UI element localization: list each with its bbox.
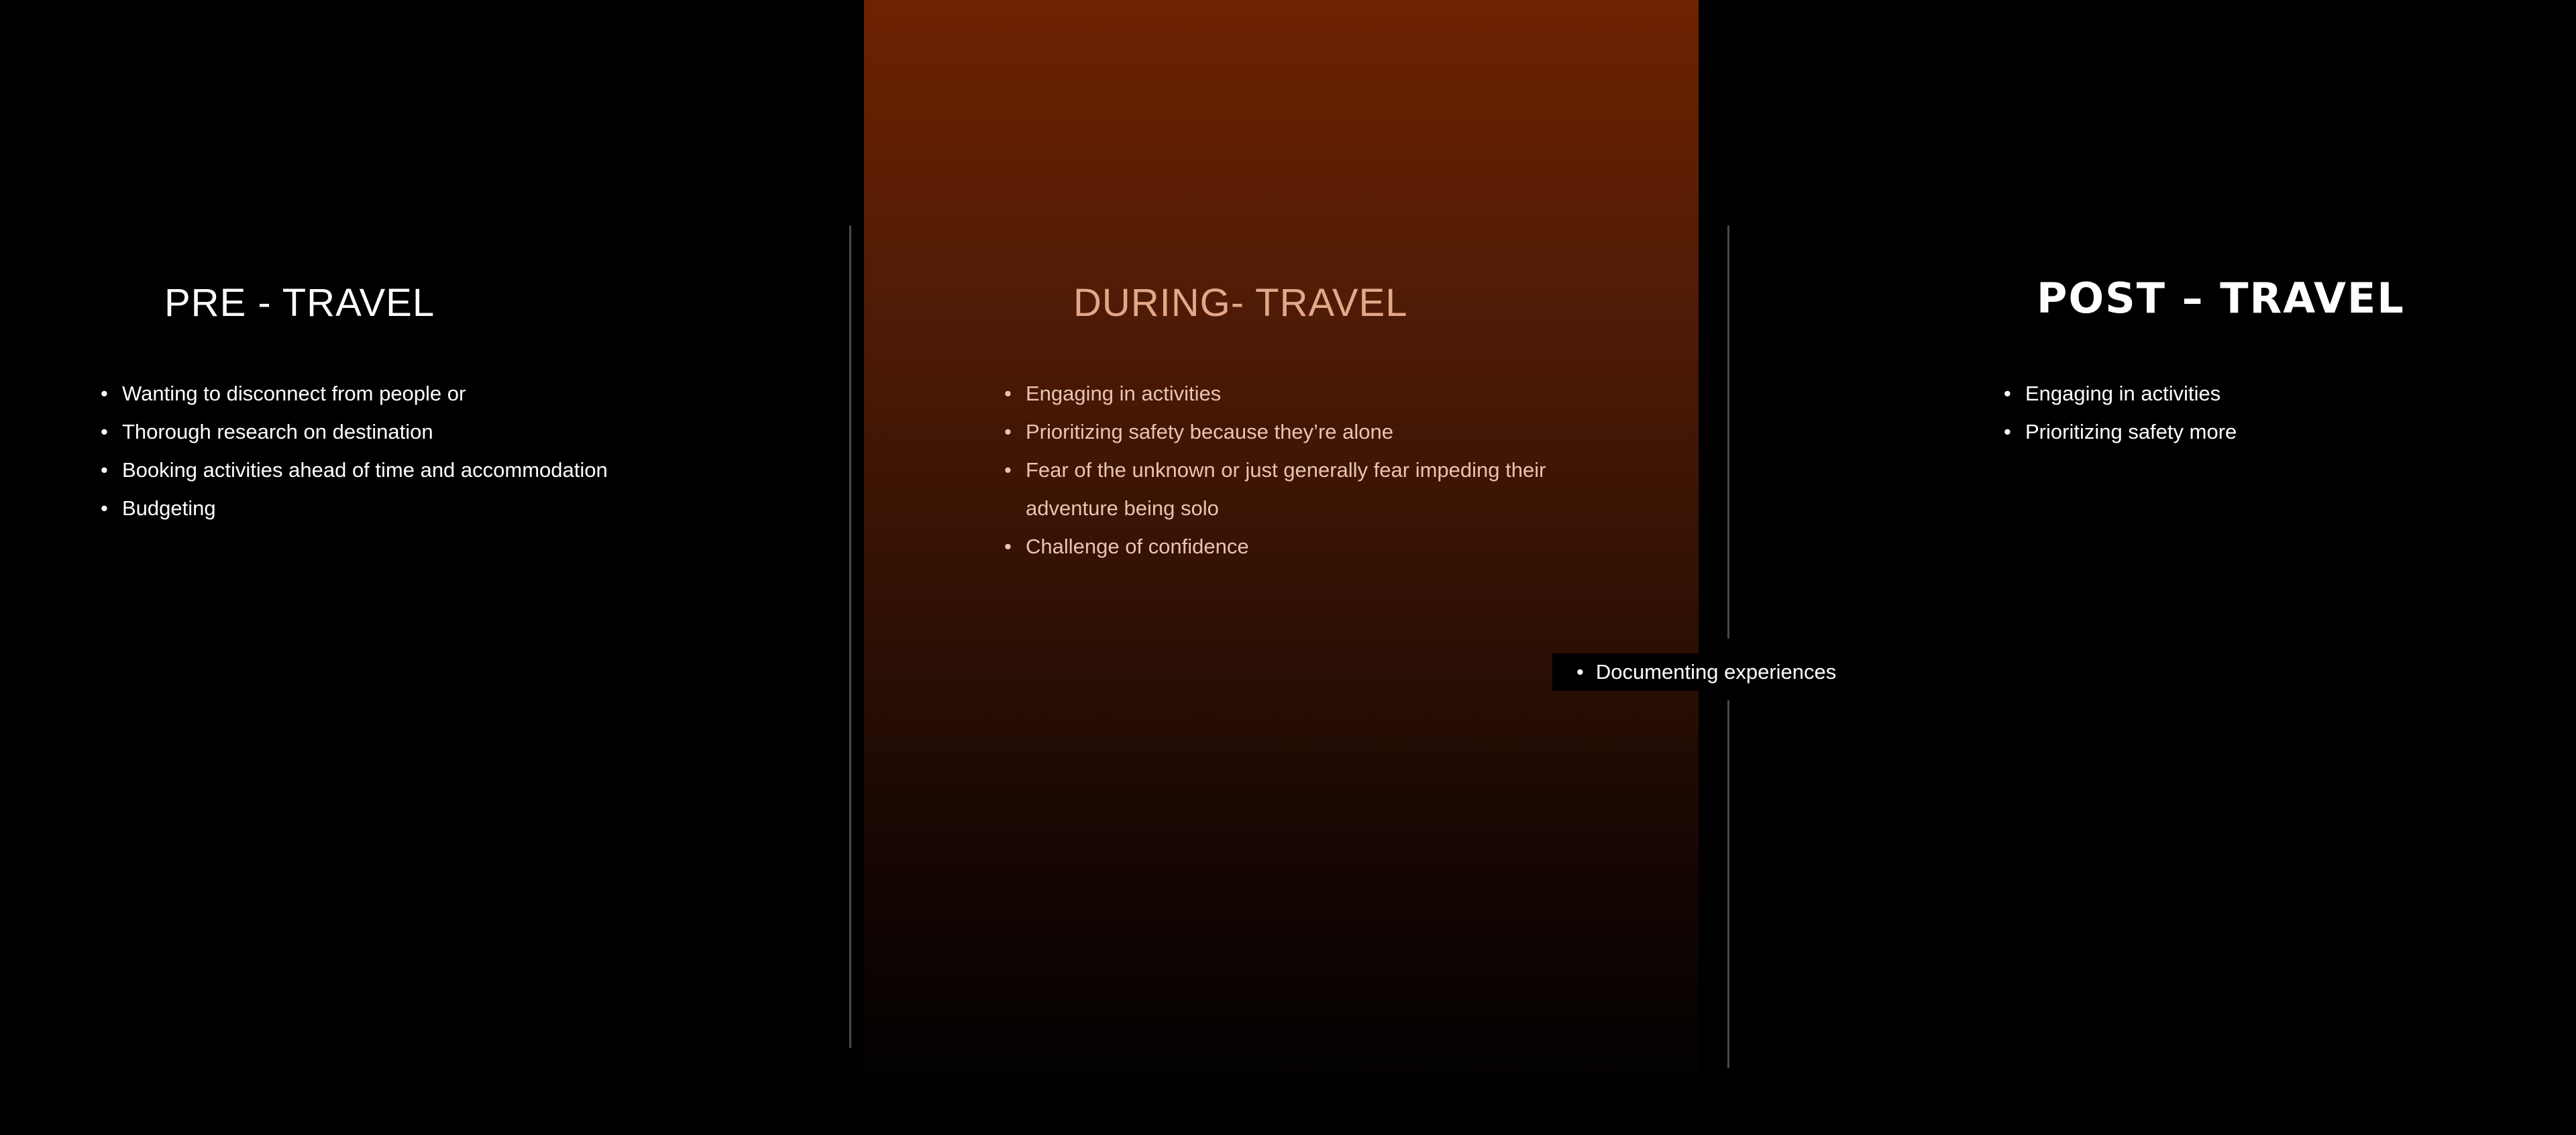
list-item: • Engaging in activities [2004, 374, 2237, 413]
pre-travel-title: PRE - TRAVEL [164, 281, 435, 325]
list-item: • Budgeting [101, 489, 608, 527]
floating-text-label: Documenting experiences [1595, 660, 1837, 684]
list-item: • Challenge of confidence [1004, 527, 1554, 565]
column-divider-right-lower [1727, 700, 1729, 1068]
floating-text-box[interactable] [1552, 653, 1852, 691]
list-item: • Prioritizing safety because they’re alone [1004, 413, 1554, 451]
list-item: • Engaging in activities [1004, 374, 1554, 413]
column-divider-right-upper [1727, 225, 1729, 639]
list-item: • Prioritizing safety more [2004, 413, 2237, 451]
bullet-dot: • [1576, 660, 1584, 684]
list-item: • Wanting to disconnect from people or [101, 374, 608, 413]
list-item: • Booking activities ahead of time and accommodation [101, 451, 608, 489]
during-travel-list [1004, 374, 1554, 565]
list-item: • Fear of the unknown or just generally fear impeding their adventure being solo [1004, 451, 1554, 527]
during-travel-title: DURING- TRAVEL [1073, 281, 1408, 325]
column-divider-left [849, 225, 851, 1048]
during-travel-panel [864, 0, 1699, 1135]
post-travel-title: POST – TRAVEL [2037, 274, 2405, 323]
pre-travel-list [101, 374, 608, 527]
post-travel-list [2004, 374, 2237, 451]
list-item: • Thorough research on destination [101, 413, 608, 451]
